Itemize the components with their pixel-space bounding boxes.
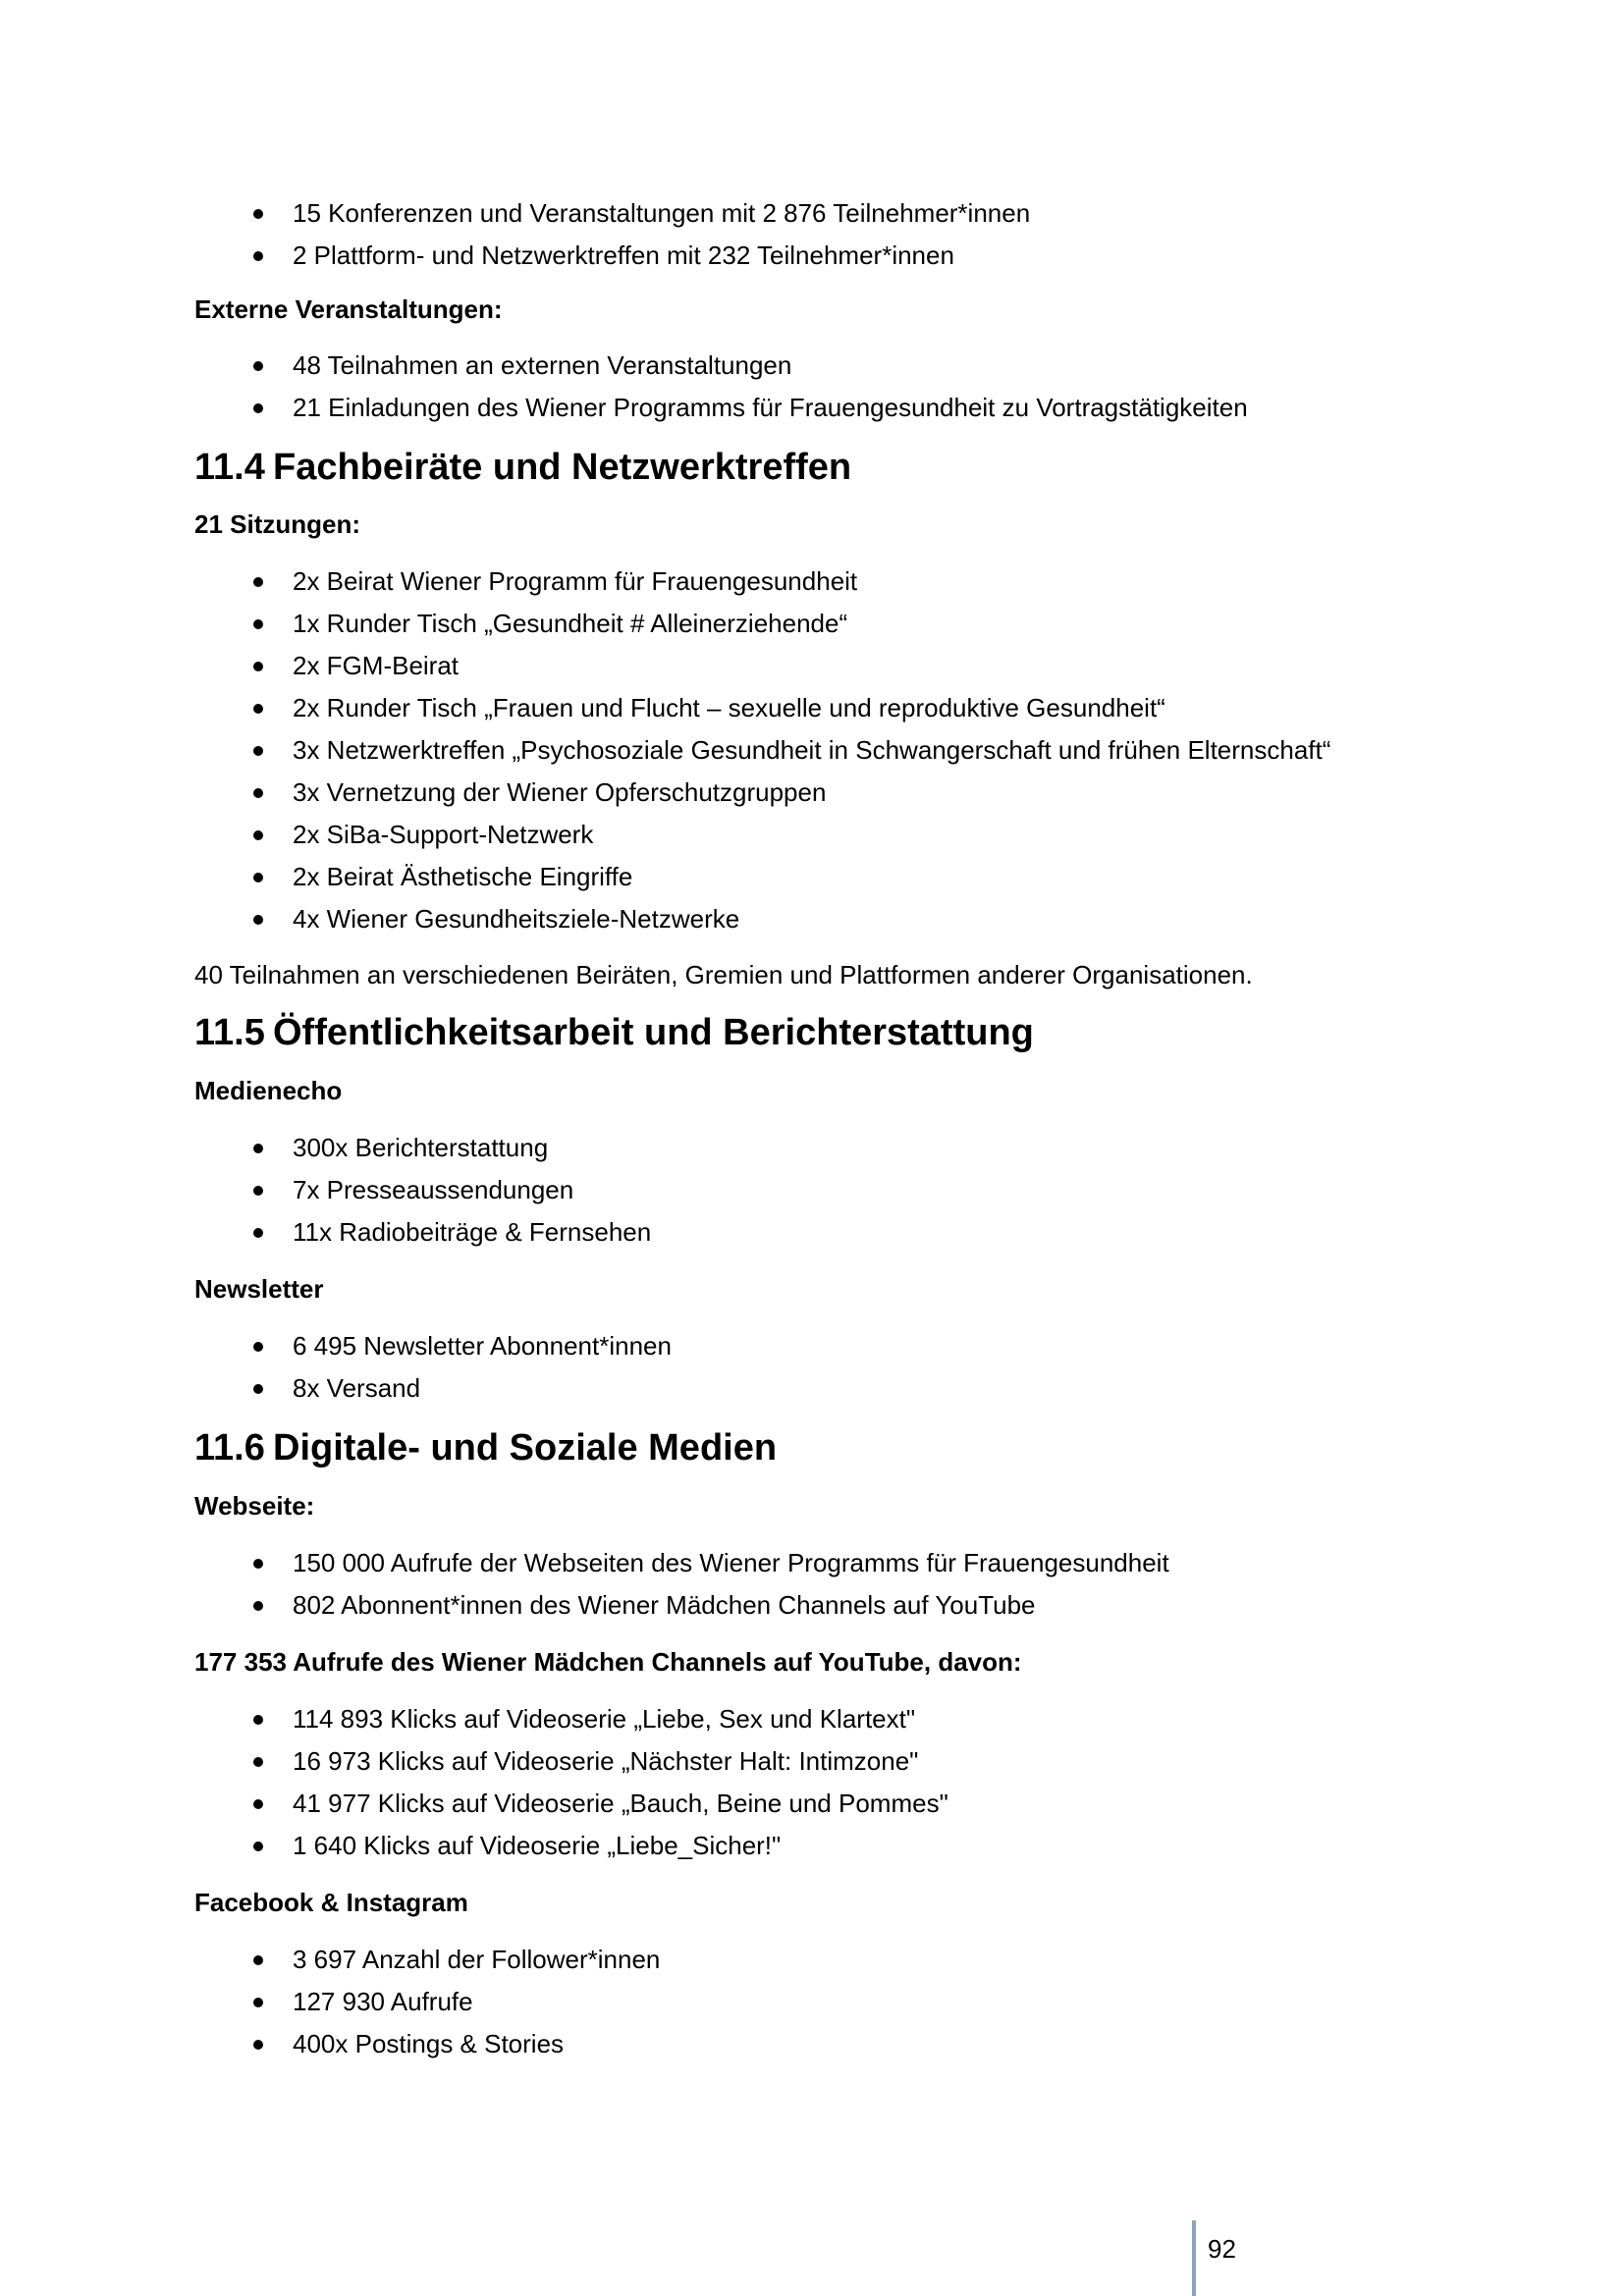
website-list (194, 1542, 1432, 1627)
list-item: 8x Versand (194, 1367, 1432, 1410)
newsletter-list (194, 1325, 1432, 1410)
list-item: 7x Presseaussendungen (194, 1169, 1432, 1211)
bullet-icon (253, 1186, 263, 1196)
bullet-icon (253, 1998, 263, 2007)
sessions-label: 21 Sitzungen: (194, 509, 361, 539)
media-echo-label: Medienecho (194, 1076, 343, 1105)
bullet-icon (253, 1384, 263, 1394)
document-page (194, 192, 1432, 2065)
list-item: 6 495 Newsletter Abonnent*innen (194, 1325, 1432, 1367)
list-item: 2x FGM-Beirat (194, 645, 1432, 687)
bullet-icon (253, 1715, 263, 1725)
newsletter-label: Newsletter (194, 1274, 324, 1304)
social-media-label: Facebook & Instagram (194, 1888, 468, 1917)
list-item: 41 977 Klicks auf Videoserie „Bauch, Beine und Pommes" (194, 1783, 1432, 1825)
bullet-icon (253, 619, 263, 629)
youtube-list (194, 1698, 1432, 1867)
bullet-icon (253, 1559, 263, 1569)
bullet-icon (253, 251, 263, 261)
list-item: 3x Vernetzung der Wiener Opferschutzgruppen (194, 772, 1432, 814)
bullet-icon (253, 1799, 263, 1809)
list-item: 2x Runder Tisch „Frauen und Flucht – sexuelle und reproduktive Gesundheit“ (194, 687, 1432, 729)
youtube-label: 177 353 Aufrufe des Wiener Mädchen Channels auf YouTube, davon: (194, 1647, 1022, 1677)
list-item: 802 Abonnent*innen des Wiener Mädchen Channels auf YouTube (194, 1584, 1432, 1627)
bullet-icon (253, 209, 263, 219)
bullet-icon (253, 915, 263, 925)
list-item: 2x Beirat Ästhetische Eingriffe (194, 856, 1432, 898)
list-item: 150 000 Aufrufe der Webseiten des Wiener Programms für Frauengesundheit (194, 1542, 1432, 1584)
bullet-icon (253, 1601, 263, 1611)
social-media-list (194, 1939, 1432, 2065)
list-item: 2x Beirat Wiener Programm für Frauengesundheit (194, 561, 1432, 603)
bullet-icon (253, 704, 263, 714)
bullet-icon (253, 1955, 263, 1965)
external-events-label: Externe Veranstaltungen: (194, 294, 503, 324)
bullet-icon (253, 1144, 263, 1153)
list-item: 127 930 Aufrufe (194, 1981, 1432, 2023)
bullet-icon (253, 830, 263, 840)
bullet-icon (253, 403, 263, 413)
list-item: 48 Teilnahmen an externen Veranstaltungen (194, 345, 1432, 387)
list-item: 114 893 Klicks auf Videoserie „Liebe, Sex und Klartext" (194, 1698, 1432, 1740)
external-events-list (194, 345, 1432, 429)
bullet-icon (253, 577, 263, 587)
list-item: 2x SiBa-Support-Netzwerk (194, 814, 1432, 856)
participations-note: 40 Teilnahmen an verschiedenen Beiräten, Gremien und Plattformen anderer Organisationen. (194, 960, 1253, 989)
section-heading-11-5: 11.5 Öffentlichkeitsarbeit und Berichterstattung (194, 1012, 1034, 1053)
bullet-icon (253, 662, 263, 671)
list-item: 1x Runder Tisch „Gesundheit # Alleinerziehende“ (194, 603, 1432, 645)
list-item: 21 Einladungen des Wiener Programms für Frauengesundheit zu Vortragstätigkeiten (194, 387, 1432, 429)
list-item: 1 640 Klicks auf Videoserie „Liebe_Sicher!" (194, 1825, 1432, 1867)
section-heading-11-6: 11.6 Digitale- und Soziale Medien (194, 1427, 778, 1468)
bullet-icon (253, 1757, 263, 1767)
intro-list (194, 192, 1432, 277)
list-item: 3 697 Anzahl der Follower*innen (194, 1939, 1432, 1981)
list-item: 2 Plattform- und Netzwerktreffen mit 232 Teilnehmer*innen (194, 235, 1432, 277)
bullet-icon (253, 1342, 263, 1352)
bullet-icon (253, 1842, 263, 1851)
bullet-icon (253, 2040, 263, 2050)
bullet-icon (253, 1228, 263, 1238)
footer-divider (1192, 2220, 1196, 2296)
list-item: 300x Berichterstattung (194, 1127, 1432, 1169)
page-number: 92 (1208, 2234, 1236, 2264)
list-item: 16 973 Klicks auf Videoserie „Nächster Halt: Intimzone" (194, 1740, 1432, 1783)
list-item: 4x Wiener Gesundheitsziele-Netzwerke (194, 898, 1432, 940)
bullet-icon (253, 873, 263, 882)
sessions-list (194, 561, 1432, 940)
website-label: Webseite: (194, 1491, 315, 1521)
list-item: 400x Postings & Stories (194, 2023, 1432, 2065)
bullet-icon (253, 746, 263, 756)
media-echo-list (194, 1127, 1432, 1254)
bullet-icon (253, 361, 263, 371)
list-item: 15 Konferenzen und Veranstaltungen mit 2 876 Teilnehmer*innen (194, 192, 1432, 235)
list-item: 11x Radiobeiträge & Fernsehen (194, 1211, 1432, 1254)
list-item: 3x Netzwerktreffen „Psychosoziale Gesundheit in Schwangerschaft und frühen Elternschaft“ (194, 729, 1432, 772)
bullet-icon (253, 788, 263, 798)
section-heading-11-4: 11.4 Fachbeiräte und Netzwerktreffen (194, 447, 852, 488)
